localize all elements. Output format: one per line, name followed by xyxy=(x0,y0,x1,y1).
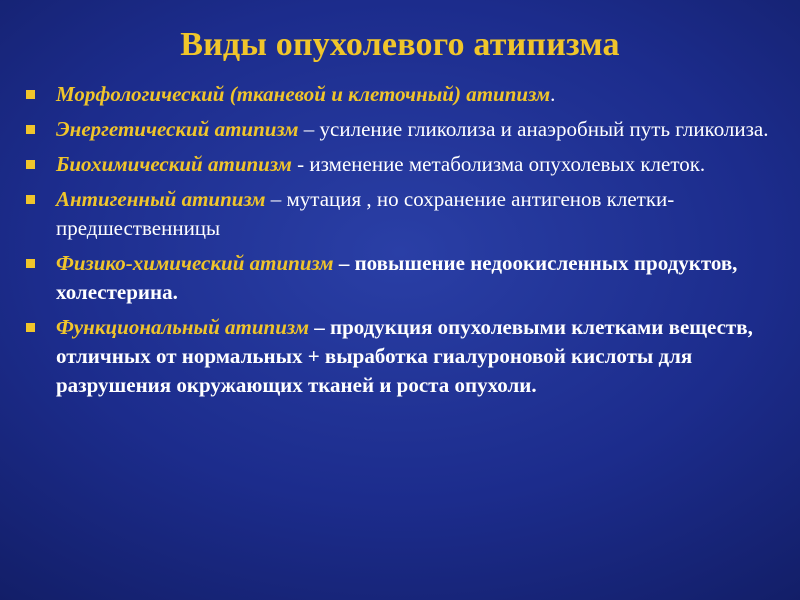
bullet-list xyxy=(26,80,786,406)
bullet-item-physicochemical xyxy=(26,249,786,307)
bullet-term: Энергетический атипизм xyxy=(56,117,299,141)
bullet-term: Физико-химический атипизм xyxy=(56,251,334,275)
square-bullet-icon xyxy=(26,195,35,204)
square-bullet-icon xyxy=(26,160,35,169)
bullet-description: усиление гликолиза и анаэробный путь гликолиза. xyxy=(319,117,769,141)
bullet-item-energetic xyxy=(26,115,786,144)
bullet-item-morphological xyxy=(26,80,786,109)
slide-title: Виды опухолевого атипизма xyxy=(180,26,620,63)
bullet-separator: . xyxy=(550,82,556,106)
bullet-term: Антигенный атипизм xyxy=(56,187,266,211)
bullet-item-biochemical xyxy=(26,150,786,179)
bullet-term: Морфологический (тканевой и клеточный) атипизм xyxy=(56,82,551,106)
bullet-description: продукция опухолевыми клетками веществ, отличных от нормальных + выработка гиалуроновой кислоты для разрушения окружающих тканей и роста опухоли. xyxy=(56,315,753,397)
bullet-term: Функциональный атипизм xyxy=(56,315,309,339)
square-bullet-icon xyxy=(26,259,35,268)
bullet-separator: – xyxy=(265,187,287,211)
bullet-separator: – xyxy=(298,117,320,141)
bullet-separator: – xyxy=(333,251,355,275)
bullet-separator: – xyxy=(308,315,330,339)
bullet-description: мутация , но сохранение антигенов клетки- предшественницы xyxy=(56,187,675,240)
square-bullet-icon xyxy=(26,323,35,332)
square-bullet-icon xyxy=(26,90,35,99)
bullet-description: изменение метаболизма опухолевых клеток. xyxy=(309,152,706,176)
bullet-term: Биохимический атипизм xyxy=(56,152,292,176)
bullet-description: повышение недоокисленных продуктов, холестерина. xyxy=(56,251,738,304)
bullet-separator: - xyxy=(291,152,310,176)
bullet-item-functional xyxy=(26,313,786,400)
square-bullet-icon xyxy=(26,125,35,134)
bullet-item-antigenic xyxy=(26,185,786,243)
